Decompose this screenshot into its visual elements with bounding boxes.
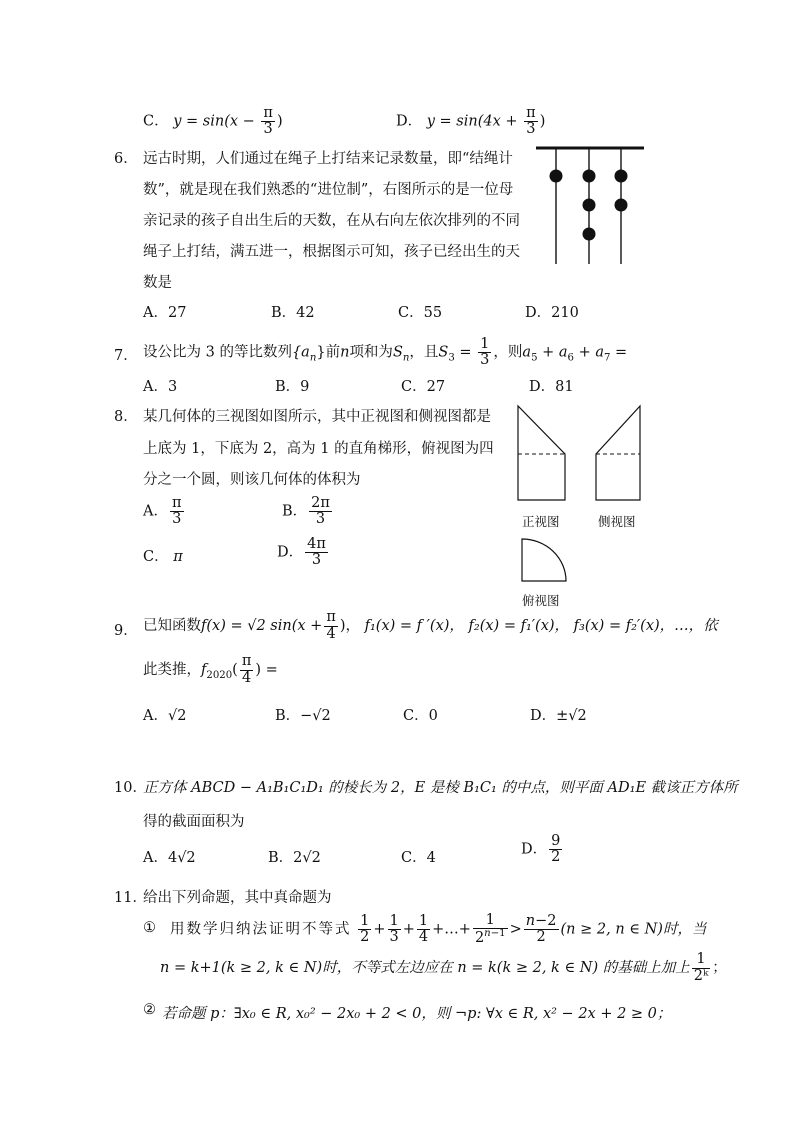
- knot-rope-figure: [534, 144, 648, 268]
- q5-option-d: D． y = sin(4x + $\frac{\pi}{3}$ ): [396, 105, 546, 138]
- q6-option-b: B．42: [271, 305, 315, 321]
- q11-item2-text: 若命题 p：∃x₀ ∈ R, x₀² − 2x₀ + 2 < 0，则 ¬p: ∀x ∈ R, x² − 2x + 2 ≥ 0；: [162, 1006, 672, 1022]
- q6-line-2: 数”，就是现在我们熟悉的“进位制”，右图所示的是一位母: [143, 182, 514, 198]
- side-view-figure: [594, 404, 644, 502]
- knot: [550, 170, 563, 183]
- q6-line-5: 数是: [143, 275, 172, 291]
- q6-line-1: 远古时期，人们通过在绳子上打结来记录数量，即“结绳计: [143, 151, 513, 167]
- top-view-figure: [519, 536, 569, 584]
- q11-number: 11．: [114, 890, 147, 906]
- q10-option-b: B．2√2: [268, 850, 321, 866]
- side-view-caption: 侧视图: [598, 514, 636, 529]
- q10-option-c: C．4: [401, 850, 436, 866]
- q6-number: 6．: [114, 151, 138, 167]
- q9-stem-line-2: 此类推，$f_{2020}$( $\frac{\pi}{4}$ ) =: [143, 653, 278, 686]
- q8-line-2: 上底为 1，下底为 2，高为 1 的直角梯形，俯视图为四: [143, 441, 494, 457]
- q7-option-c: C．27: [401, 379, 446, 395]
- q8-line-3: 分之一个圆，则该几何体的体积为: [143, 472, 361, 488]
- q11-intro: 给出下列命题，其中真命题为: [143, 890, 332, 906]
- q11-item1-line-2: n = k+1(k ≥ 2, k ∈ N)时，不等式左边应在 n = k(k ≥ 2, k ∈ N) 的基础上加上 $\frac{1}{\text{2ᵏ}}$ ；: [160, 951, 727, 984]
- q7-option-d: D．81: [529, 379, 574, 395]
- q7-option-b: B．9: [275, 379, 310, 395]
- q9-option-b: B．−√2: [275, 708, 331, 724]
- front-view-caption: 正视图: [522, 514, 560, 529]
- q7-option-a: A．3: [143, 379, 178, 395]
- q7-stem: 设公比为 3 的等比数列$\{a_n\}$前n项和为$S_n$，且$S_3$ = $\frac{1}{3}$ ，则$a_5 + a_6 + a_7$ =: [143, 336, 628, 369]
- knot: [583, 228, 596, 241]
- q8-option-b: B． $\frac{2\pi}{3}$: [282, 495, 330, 528]
- q6-option-d: D．210: [525, 305, 579, 321]
- knot: [615, 199, 628, 212]
- q9-option-a: A．√2: [143, 708, 187, 724]
- q8-option-c: C． π: [143, 549, 183, 565]
- front-view-figure: [516, 404, 568, 502]
- q11-item1-mark: ①: [143, 920, 156, 936]
- q8-option-a: A． $\frac{\pi}{3}$: [143, 495, 182, 528]
- q9-option-c: C．0: [403, 708, 438, 724]
- q8-line-1: 某几何体的三视图如图所示，其中正视图和侧视图都是: [143, 409, 491, 425]
- q9-number: 9．: [114, 623, 138, 639]
- q9-option-d: D．±√2: [530, 708, 587, 724]
- q10-number: 10．: [114, 780, 147, 796]
- knot: [583, 199, 596, 212]
- q6-line-3: 亲记录的孩子自出生后的天数，在从右向左依次排列的不同: [143, 213, 520, 229]
- knot: [583, 170, 596, 183]
- q10-line-2: 得的截面面积为: [143, 814, 245, 830]
- q5-option-c: C． y = sin(x − $\frac{\pi}{3}$ ): [143, 105, 283, 138]
- q6-option-c: C．55: [398, 305, 443, 321]
- q9-stem-line-1: 已知函数f(x) = √2 sin(x + $\frac{\pi}{4}$ )， f₁(x) = f ′(x)， f₂(x) = f₁′(x)， f₃(x) = f₂′(x)，…，依: [143, 609, 718, 642]
- knot: [615, 170, 628, 183]
- q11-item1-line-1: 用数学归纳法证明不等式 $\frac{1}{2}$ + $\frac{1}{3}$ + $\frac{1}{4}$ +…+ $\frac{1}{2^{n-1}}$ > $\frac{n-2}{2}$ (n ≥ 2, n ∈ N)时，当: [170, 912, 707, 947]
- q6-line-4: 绳子上打结，满五进一，根据图示可知，孩子已经出生的天: [143, 244, 520, 260]
- q8-option-d: D． $\frac{4\pi}{3}$: [277, 536, 326, 569]
- q7-number: 7．: [114, 348, 138, 364]
- q10-option-d: D． $\frac{9}{2}$: [521, 833, 561, 866]
- q10-option-a: A．4√2: [143, 850, 196, 866]
- q11-item2-mark: ②: [143, 1002, 156, 1018]
- top-view-caption: 俯视图: [522, 593, 560, 608]
- q10-line-1: 正方体 ABCD − A₁B₁C₁D₁ 的棱长为 2，E 是棱 B₁C₁ 的中点，则平面 AD₁E 截该正方体所: [143, 780, 738, 796]
- q6-option-a: A．27: [143, 305, 187, 321]
- q8-number: 8．: [114, 409, 138, 425]
